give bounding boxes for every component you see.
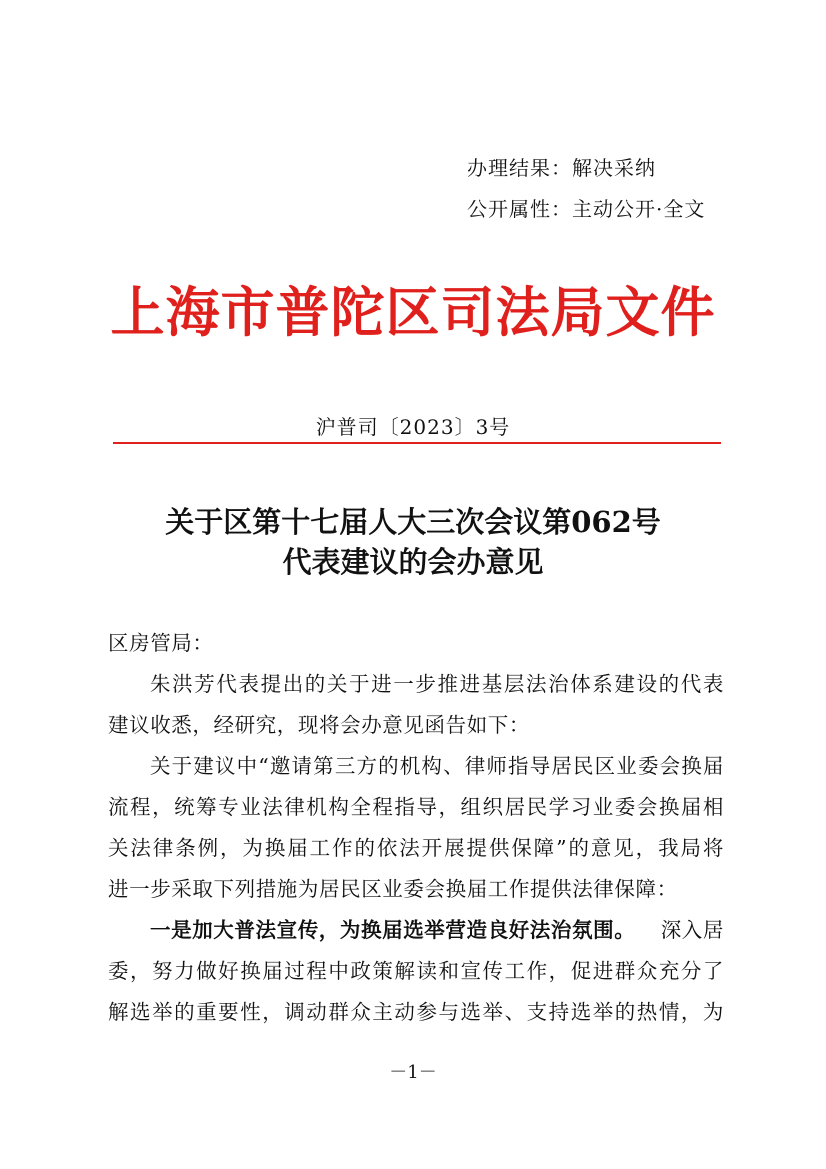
paragraph-3-line-1 — [150, 913, 724, 943]
paragraph-2-line-1: 关于建议中“邀请第三方的机构、律师指导居民区业委会换届 — [150, 754, 724, 778]
paragraph-1-line-2: 建议收悉，经研究，现将会办意见函告如下： — [108, 713, 530, 737]
paragraph-3-line-3: 解选举的重要性，调动群众主动参与选举、支持选举的热情，为 — [108, 1000, 724, 1024]
document-title-line-2: 代表建议的会办意见 — [282, 545, 544, 579]
disclosure-attribute: 公开属性：主动公开·全文 — [467, 197, 706, 221]
page-number: －1－ — [389, 1062, 437, 1083]
paragraph-3-lead: 一是加大普法宣传，为换届选举营造良好法治氛围。 — [150, 918, 636, 942]
red-divider-line — [113, 442, 721, 444]
handling-result: 办理结果：解决采纳 — [467, 156, 656, 180]
org-header-title: 上海市普陀区司法局文件 — [110, 280, 716, 344]
paragraph-2-line-3: 关法律条例，为换届工作的依法开展提供保障”的意见，我局将 — [108, 836, 724, 860]
addressee: 区房管局： — [108, 631, 214, 655]
paragraph-3-line-1-rest: 深入居 — [660, 918, 724, 942]
paragraph-3-line-2: 委，努力做好换届过程中政策解读和宣传工作，促进群众充分了 — [108, 959, 724, 983]
document-title-line-1: 关于区第十七届人大三次会议第062号 — [165, 505, 661, 539]
document-number: 沪普司〔2023〕3号 — [315, 415, 511, 439]
paragraph-2-line-2: 流程，统筹专业法律机构全程指导，组织居民学习业委会换届相 — [108, 795, 724, 819]
paragraph-2-line-4: 进一步采取下列措施为居民区业委会换届工作提供法律保障： — [108, 877, 678, 901]
paragraph-1-line-1: 朱洪芳代表提出的关于进一步推进基层法治体系建设的代表 — [150, 672, 724, 696]
